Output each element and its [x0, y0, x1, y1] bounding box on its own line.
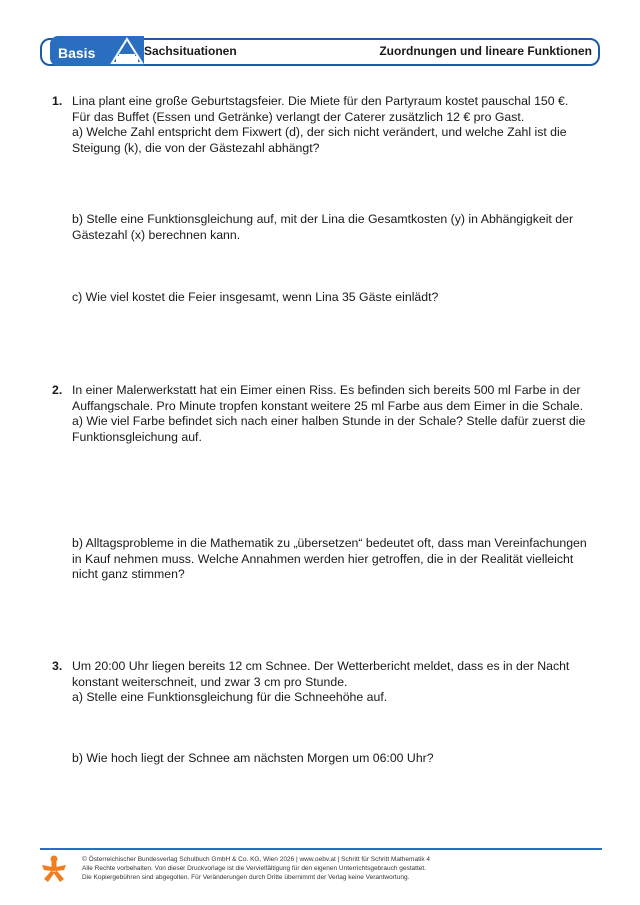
- task-intro-line: Um 20:00 Uhr liegen bereits 12 cm Schnee. Der Wetterbericht meldet, dass es in der Nacht: [72, 659, 570, 673]
- task-number: 2.: [52, 383, 63, 397]
- subtask-b-line: in Kauf nehmen muss. Welche Annahmen werden hier getroffen, die in der Realität vielleicht: [72, 551, 574, 566]
- subtask-b-line: nicht ganz stimmen?: [72, 567, 185, 582]
- subtask-c-line: c) Wie viel kostet die Feier insgesamt, wenn Lina 35 Gäste einlädt?: [72, 290, 439, 304]
- worksheet-header: [40, 38, 600, 66]
- footer-copyright: [82, 855, 602, 882]
- footer-line: Die Kopiergebühren sind abgegolten. Für Veränderungen durch Dritte übernimmt der Verlag keine Verantwortung.: [82, 874, 410, 881]
- task-1-b: [52, 212, 592, 243]
- level-badge: [50, 36, 144, 66]
- task-intro-line: In einer Malerwerkstatt hat ein Eimer einen Riss. Es befinden sich bereits 500 ml Farbe in der: [72, 383, 581, 397]
- footer-divider: [40, 848, 602, 850]
- task-1-c: [52, 290, 592, 306]
- task-intro-line: Für das Buffet (Essen und Getränke) verlangt der Caterer zusätzlich 12 € pro Gast.: [72, 109, 525, 124]
- triangle-level-icon: [110, 37, 144, 65]
- task-number: 1.: [52, 94, 63, 108]
- task-3: [52, 659, 592, 706]
- subtask-a-line: a) Stelle eine Funktionsgleichung für die Schneehöhe auf.: [72, 690, 388, 705]
- footer-line: Alle Rechte vorbehalten. Von dieser Druckvorlage ist die Vervielfältigung für den eigenen Unterrichtsgebrauch gestattet.: [82, 865, 426, 872]
- subtask-b-line: b) Wie hoch liegt der Schnee am nächsten Morgen um 06:00 Uhr?: [72, 751, 434, 765]
- header-right-title: Zuordnungen und lineare Funktionen: [379, 44, 592, 58]
- header-left-title: Sachsituationen: [144, 44, 237, 58]
- task-intro-line: Lina plant eine große Geburtstagsfeier. Die Miete für den Partyraum kostet pauschal 150 €.: [72, 94, 569, 108]
- subtask-b-line: b) Stelle eine Funktionsgleichung auf, mit der Lina die Gesamtkosten (y) in Abhängigkeit der: [72, 212, 574, 226]
- task-intro-line: konstant weiterschneit, und zwar 3 cm pro Stunde.: [72, 674, 348, 689]
- subtask-a-line: Funktionsgleichung auf.: [72, 429, 202, 444]
- subtask-a-line: a) Wie viel Farbe befindet sich nach einer halben Stunde in der Schale? Stelle dafür zuerst die: [72, 414, 586, 429]
- publisher-logo-icon: [40, 855, 68, 883]
- subtask-b-line: Gästezahl (x) berechnen kann.: [72, 227, 241, 242]
- subtask-a-line: Steigung (k), die von der Gästezahl abhängt?: [72, 140, 320, 155]
- task-3-b: [52, 751, 592, 767]
- task-intro-line: Auffangschale. Pro Minute tropfen konstant weitere 25 ml Farbe aus dem Eimer in die Schale.: [72, 398, 584, 413]
- task-1: [52, 94, 592, 156]
- task-2: [52, 383, 592, 445]
- subtask-b-line: b) Alltagsprobleme in die Mathematik zu „übersetzen“ bedeutet oft, dass man Vereinfachungen: [72, 536, 587, 550]
- task-2-b: [52, 536, 592, 583]
- level-badge-label: Basis: [58, 45, 96, 61]
- subtask-a-line: a) Welche Zahl entspricht dem Fixwert (d), der sich nicht verändert, und welche Zahl ist die: [72, 125, 567, 140]
- task-number: 3.: [52, 659, 63, 673]
- footer-line: © Österreichischer Bundesverlag Schulbuch GmbH & Co. KG, Wien 2026 | www.oebv.at | Schritt für Schritt Mathematik 4: [82, 856, 430, 863]
